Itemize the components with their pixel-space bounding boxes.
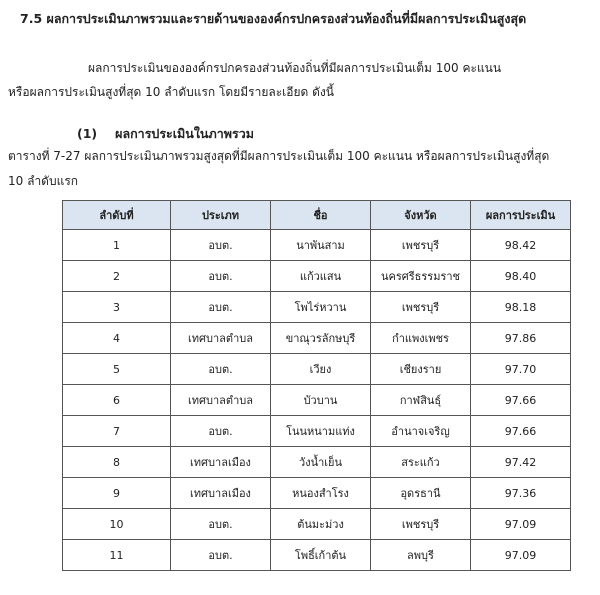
- province-cell: อำนาจเจริญ: [371, 416, 471, 447]
- name-cell: โพไร่หวาน: [271, 292, 371, 323]
- rank-cell: 8: [63, 447, 171, 478]
- name-cell: โพธิ์เก้าต้น: [271, 540, 371, 571]
- table-row: [63, 416, 571, 447]
- name-cell: ขาณุวรลักษบุรี: [271, 323, 371, 354]
- header-score: ผลการประเมิน: [471, 201, 571, 230]
- province-cell: ลพบุรี: [371, 540, 471, 571]
- score-cell: 97.66: [471, 416, 571, 447]
- table-row: [63, 230, 571, 261]
- province-cell: สระแก้ว: [371, 447, 471, 478]
- province-cell: นครศรีธรรมราช: [371, 261, 471, 292]
- table-caption-line-1: ตารางที่ 7-27 ผลการประเมินภาพรวมสูงสุดที่มีผลการประเมินเต็ม 100 คะแนน หรือผลการประเมินสูงที่สุด: [8, 149, 550, 163]
- type-cell: เทศบาลเมือง: [171, 447, 271, 478]
- score-cell: 97.09: [471, 509, 571, 540]
- name-cell: นาพันสาม: [271, 230, 371, 261]
- table-row: [63, 323, 571, 354]
- intro-paragraph-line-1: ผลการประเมินขององค์กรปกครองส่วนท้องถิ่นที่มีผลการประเมินเต็ม 100 คะแนน: [88, 61, 502, 75]
- rank-cell: 3: [63, 292, 171, 323]
- table-row: [63, 509, 571, 540]
- rank-cell: 10: [63, 509, 171, 540]
- score-cell: 97.36: [471, 478, 571, 509]
- score-cell: 97.42: [471, 447, 571, 478]
- type-cell: เทศบาลเมือง: [171, 478, 271, 509]
- subsection-number: (1): [77, 126, 98, 141]
- province-cell: เพชรบุรี: [371, 230, 471, 261]
- type-cell: อบต.: [171, 540, 271, 571]
- type-cell: อบต.: [171, 354, 271, 385]
- rank-cell: 7: [63, 416, 171, 447]
- table-body: [63, 230, 571, 571]
- type-cell: อบต.: [171, 416, 271, 447]
- table-caption-line-2: 10 ลำดับแรก: [8, 174, 79, 188]
- ranking-table: [62, 200, 571, 571]
- score-cell: 98.42: [471, 230, 571, 261]
- name-cell: บัวบาน: [271, 385, 371, 416]
- header-type: ประเภท: [171, 201, 271, 230]
- subsection-heading: [77, 124, 254, 144]
- province-cell: เพชรบุรี: [371, 509, 471, 540]
- province-cell: เชียงราย: [371, 354, 471, 385]
- rank-cell: 11: [63, 540, 171, 571]
- province-cell: กาฬสินธุ์: [371, 385, 471, 416]
- province-cell: กำแพงเพชร: [371, 323, 471, 354]
- subsection-title: ผลการประเมินในภาพรวม: [115, 126, 254, 141]
- type-cell: เทศบาลตำบล: [171, 323, 271, 354]
- name-cell: วังน้ำเย็น: [271, 447, 371, 478]
- type-cell: อบต.: [171, 509, 271, 540]
- header-province: จังหวัด: [371, 201, 471, 230]
- type-cell: อบต.: [171, 261, 271, 292]
- table-row: [63, 540, 571, 571]
- score-cell: 97.70: [471, 354, 571, 385]
- table-row: [63, 354, 571, 385]
- name-cell: เวียง: [271, 354, 371, 385]
- rank-cell: 6: [63, 385, 171, 416]
- score-cell: 98.18: [471, 292, 571, 323]
- type-cell: อบต.: [171, 230, 271, 261]
- rank-cell: 5: [63, 354, 171, 385]
- section-heading: 7.5 ผลการประเมินภาพรวมและรายด้านขององค์กรปกครองส่วนท้องถิ่นที่มีผลการประเมินสูงสุด: [20, 11, 527, 26]
- name-cell: หนองสำโรง: [271, 478, 371, 509]
- rank-cell: 1: [63, 230, 171, 261]
- score-cell: 97.86: [471, 323, 571, 354]
- rank-cell: 2: [63, 261, 171, 292]
- type-cell: อบต.: [171, 292, 271, 323]
- table-row: [63, 385, 571, 416]
- score-cell: 97.66: [471, 385, 571, 416]
- name-cell: แก้วแสน: [271, 261, 371, 292]
- name-cell: ต้นมะม่วง: [271, 509, 371, 540]
- table-row: [63, 478, 571, 509]
- table-row: [63, 447, 571, 478]
- name-cell: โนนหนามแท่ง: [271, 416, 371, 447]
- header-name: ชื่อ: [271, 201, 371, 230]
- table-row: [63, 261, 571, 292]
- rank-cell: 4: [63, 323, 171, 354]
- province-cell: อุดรธานี: [371, 478, 471, 509]
- province-cell: เพชรบุรี: [371, 292, 471, 323]
- table-header-row: [63, 201, 571, 230]
- type-cell: เทศบาลตำบล: [171, 385, 271, 416]
- score-cell: 98.40: [471, 261, 571, 292]
- header-rank: ลำดับที่: [63, 201, 171, 230]
- table-row: [63, 292, 571, 323]
- intro-paragraph-line-2: หรือผลการประเมินสูงที่สุด 10 ลำดับแรก โดยมีรายละเอียด ดังนี้: [8, 85, 334, 99]
- score-cell: 97.09: [471, 540, 571, 571]
- rank-cell: 9: [63, 478, 171, 509]
